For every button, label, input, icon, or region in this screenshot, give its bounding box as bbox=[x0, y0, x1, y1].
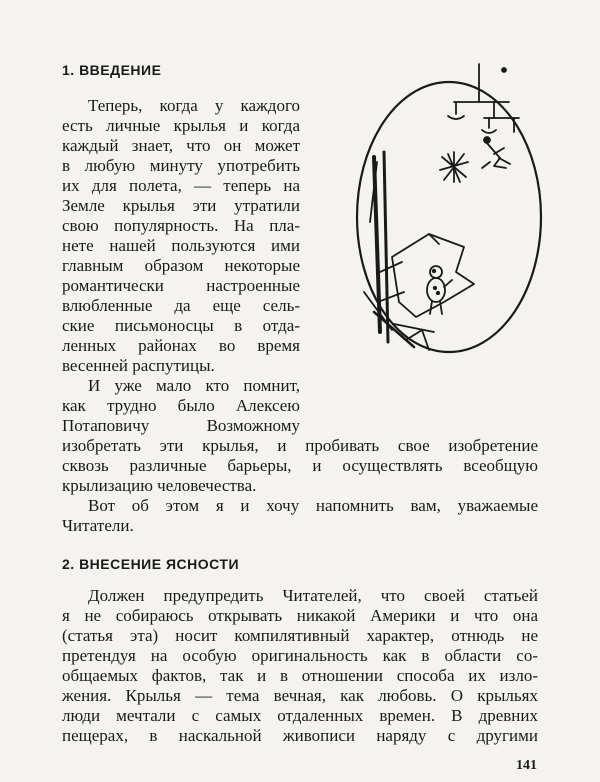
paragraph-line: жения. Крылья — тема вечная, как любовь. О крыльях bbox=[62, 686, 538, 705]
oval-illustration bbox=[344, 62, 554, 362]
paragraph-line: каждый знает, что он может bbox=[62, 136, 300, 155]
kite-shape bbox=[392, 234, 474, 317]
paragraph-line: общаемых фактов, так и в отношении способа их изло- bbox=[62, 666, 538, 685]
paragraph-line: весенней распутицы. bbox=[62, 356, 215, 375]
bird-figure bbox=[427, 266, 452, 314]
paragraph-line: изобретать эти крылья, и пробивать свое изобретение bbox=[62, 436, 538, 455]
paragraph-line: я не собираюсь открывать никакой Америки и что она bbox=[62, 606, 538, 625]
paragraph-line: крылизацию человечества. bbox=[62, 476, 257, 495]
paragraph-line: (статья эта) носит компилятивный характер, отнюдь не bbox=[62, 626, 538, 645]
paragraph-line: есть личные крылья и когда bbox=[62, 116, 300, 135]
paragraph-line: Потаповичу Возможному bbox=[62, 416, 300, 435]
flying-figure bbox=[482, 137, 510, 168]
paragraph-line: люди мечтали с самых отдаленных времен. В древних bbox=[62, 706, 538, 725]
paragraph-line: их для полета, — теперь на bbox=[62, 176, 300, 195]
paragraph-line: Земле крылья эти утратили bbox=[62, 196, 300, 215]
paragraph-line: претендуя на особую оригинальность как в области со- bbox=[62, 646, 538, 665]
paragraph-line: ские письмоносцы в отда- bbox=[62, 316, 300, 335]
paragraph-line: главным образом некоторые bbox=[62, 256, 300, 275]
paragraph-line: пещерах, в наскальной живописи наряду с другими bbox=[62, 726, 538, 745]
page-number: 141 bbox=[516, 758, 537, 773]
hanging-mobile bbox=[448, 64, 519, 133]
section-heading-introduction: 1. ВВЕДЕНИЕ bbox=[62, 62, 162, 78]
section-heading-clarification: 2. ВНЕСЕНИЕ ЯСНОСТИ bbox=[62, 556, 240, 572]
paragraph-line: нете нашей пользуются ими bbox=[62, 236, 300, 255]
paragraph-line: влюбленные да еще сель- bbox=[62, 296, 300, 315]
paragraph-line: Вот об этом я и хочу напомнить вам, уважаемые bbox=[88, 496, 538, 515]
paragraph-line: ленных районах во время bbox=[62, 336, 300, 355]
paragraph-line: свою популярность. На пла- bbox=[62, 216, 300, 235]
star-burst bbox=[440, 152, 468, 182]
paragraph-line: Теперь, когда у каждого bbox=[88, 96, 300, 115]
paragraph-line: как трудно было Алексею bbox=[62, 396, 300, 415]
paragraph-line: романтически настроенные bbox=[62, 276, 300, 295]
paragraph-line: И уже мало кто помнит, bbox=[88, 376, 300, 395]
paragraph-line: сквозь различные барьеры, и осуществлять всеобщую bbox=[62, 456, 538, 475]
paragraph-line: в любую минуту употребить bbox=[62, 156, 300, 175]
paragraph-line: Читатели. bbox=[62, 516, 134, 535]
paragraph-line: Должен предупредить Читателей, что своей статьей bbox=[88, 586, 538, 605]
